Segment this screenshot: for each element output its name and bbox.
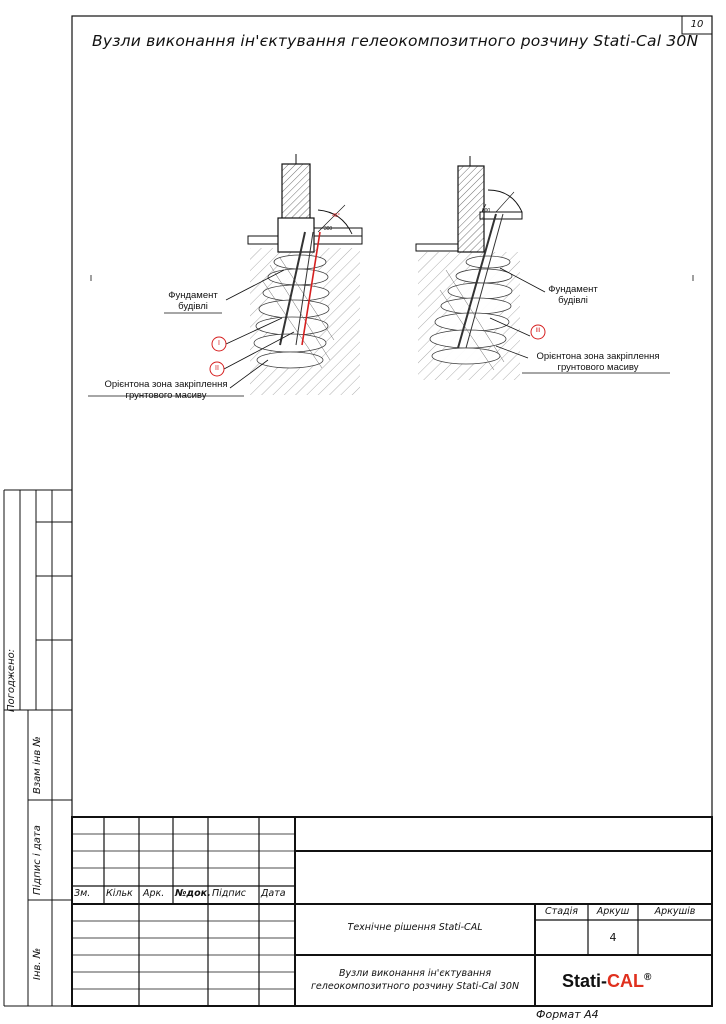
right-zone-label <box>520 351 676 373</box>
marker-3-label: III <box>535 328 541 334</box>
right-dim-600: 600 <box>481 208 491 214</box>
right-foundation-label <box>540 284 606 306</box>
inner-frame <box>72 16 712 1006</box>
tb-col-dok: №док. <box>175 888 211 899</box>
marker-2-label: II <box>215 365 219 372</box>
side-agreed-label: Погоджено: <box>6 648 17 712</box>
tb-sheet-title-line1: Вузли виконання ін'єктування <box>338 968 492 979</box>
left-zone-label-line2: грунтового масиву <box>125 390 207 401</box>
tb-sheet-label: Аркуш <box>596 906 630 917</box>
left-foundation-label <box>160 290 226 312</box>
tb-col-zm: Зм. <box>74 888 91 899</box>
tb-project-name: Технічне рішення Stati-CAL <box>347 922 483 933</box>
logo-registered-mark: ® <box>644 972 652 983</box>
marker-1-label: I <box>218 340 220 347</box>
tb-col-kilk: Кільк <box>106 888 133 899</box>
tb-col-ark: Арк. <box>143 888 165 899</box>
logo-text-part2: CAL <box>607 971 644 991</box>
left-foundation-drawing <box>88 154 362 396</box>
tb-stage-label: Стадія <box>545 906 578 917</box>
tb-sheet-value: 4 <box>609 931 617 944</box>
logo-text-part1: Stati- <box>562 971 607 991</box>
left-zone-label-line1: Орієнтона зона закріплення <box>104 379 228 390</box>
right-zone-label-line1: Орієнтона зона закріплення <box>536 351 660 362</box>
page-number: 10 <box>690 19 704 30</box>
side-inv-no-label: Інв. № <box>32 947 43 980</box>
format-label: Формат А4 <box>536 1008 599 1021</box>
right-foundation-label-line1: Фундамент <box>548 284 598 295</box>
right-foundation-drawing <box>416 156 670 380</box>
tb-sheets-label: Аркушів <box>654 906 696 917</box>
left-angle-label: 45° <box>332 213 340 219</box>
stati-cal-logo <box>562 971 651 992</box>
right-zone-label-line2: грунтового масиву <box>557 362 639 373</box>
left-dim-300: 300 <box>323 226 333 232</box>
tb-col-data: Дата <box>261 888 286 899</box>
side-sign-date-label: Підпис і дата <box>32 825 43 895</box>
side-replace-inv-label: Взам інв № <box>32 736 43 794</box>
sheet-title: Вузли виконання ін'єктування гелеокомпозитного розчину Stati-Cal 30N <box>92 32 699 50</box>
tb-col-pidpys: Підпис <box>212 888 246 899</box>
left-zone-label <box>88 379 244 401</box>
tb-sheet-title-line2: гелеокомпозитного розчину Stati-Cal 30N <box>310 981 520 992</box>
left-foundation-label-line1: Фундамент <box>168 290 218 301</box>
left-foundation-label-line2: будівлі <box>178 301 208 312</box>
right-foundation-label-line2: будівлі <box>558 295 588 306</box>
tb-sheet-title <box>296 967 534 993</box>
